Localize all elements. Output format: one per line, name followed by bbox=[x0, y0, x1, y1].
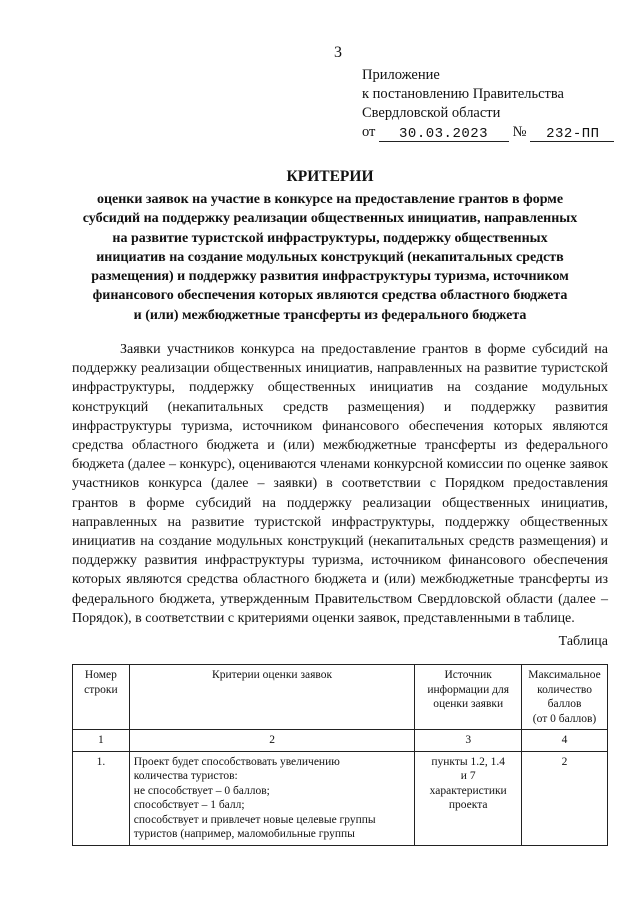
subtitle-line: субсидий на поддержку реализации общественных инициатив, направленных bbox=[82, 211, 578, 227]
criteria-line: способствует – 1 балл; bbox=[133, 799, 245, 811]
header-text: количество bbox=[537, 683, 592, 696]
appendix-line-1: Приложение bbox=[362, 67, 440, 83]
table-numbering-row bbox=[73, 730, 608, 752]
body-paragraph: Заявки участников конкурса на предоставление грантов в форме субсидий на поддержку реализации общественных инициатив, направленных на развитие туристской инфраструктуры, поддержку общественных инициатив на создание модульных конструкций (некапитальных средств размещения) и поддержку развития инфраструктуры туризма, источником финансового обеспечения которых являются средства областного бюджета и (или) межбюджетные трансферты из федерального бюджета (далее – конкурс), оцениваются членами конкурсной комиссии по оценке заявок участников конкурса (далее – заявки) в соответствии с Порядком предоставления грантов в форме субсидий на поддержку реализации общественных инициатив, направленных на развитие туристской инфраструктуры, поддержку общественных инициатив на создание модульных конструкций (некапитальных средств размещения) и поддержку развития инфраструктуры туризма, источником финансового обеспечения которых являются средства областного бюджета и (или) межбюджетные трансферты из федерального бюджета, утвержденным Правительством Свердловской области (далее – Порядок), в соответствии с критериями оценки заявок, представленными в таблице. bbox=[72, 342, 608, 626]
numbering-cell: 3 bbox=[415, 730, 522, 752]
date-value: 30.03.2023 bbox=[399, 126, 489, 142]
table-label: Таблица bbox=[558, 634, 608, 649]
subtitle-line: на развитие туристской инфраструктуры, поддержку общественных bbox=[112, 230, 548, 246]
from-label: от bbox=[362, 124, 376, 140]
criteria-table bbox=[72, 664, 608, 846]
source-line: пункты 1.2, 1.4 bbox=[431, 755, 505, 768]
header-text: Источник bbox=[444, 669, 492, 681]
number-field bbox=[530, 124, 614, 142]
subtitle-line: финансового обеспечения которых являются средства областного бюджета bbox=[92, 288, 568, 304]
source-line: и 7 bbox=[460, 770, 476, 782]
header-criteria: Критерии оценки заявок bbox=[129, 665, 415, 730]
header-text: Максимальное bbox=[528, 669, 601, 681]
numbering-cell: 2 bbox=[129, 730, 415, 752]
header-text: строки bbox=[84, 683, 118, 696]
document-title: КРИТЕРИИ bbox=[286, 168, 374, 185]
header-text: информации для bbox=[427, 683, 509, 696]
date-field bbox=[379, 124, 509, 142]
numbering-cell: 1 bbox=[73, 730, 130, 752]
source-line: проекта bbox=[448, 799, 488, 811]
criteria-line: способствует и привлечет новые целевые группы bbox=[133, 813, 376, 826]
appendix-date-line bbox=[362, 123, 614, 142]
page-number: 3 bbox=[334, 44, 342, 61]
criteria-line: Проект будет способствовать увеличению bbox=[133, 755, 340, 768]
subtitle-line: и (или) межбюджетные трансферты из федерального бюджета bbox=[133, 307, 527, 323]
appendix-line-3: Свердловской области bbox=[362, 105, 501, 121]
row-number: 1. bbox=[73, 751, 130, 845]
subtitle-line: оценки заявок на участие в конкурсе на предоставление грантов в форме bbox=[96, 192, 564, 207]
header-row-number bbox=[73, 665, 130, 730]
header-source bbox=[415, 665, 522, 730]
criteria-line: количества туристов: bbox=[133, 770, 238, 782]
criteria-line: туристов (например, маломобильные группы bbox=[133, 828, 355, 840]
subtitle-line: размещения) и поддержку развития инфраструктуры туризма, источником bbox=[91, 269, 569, 285]
row-source bbox=[415, 751, 522, 845]
header-text: оценки заявки bbox=[433, 698, 504, 710]
header-text: Номер bbox=[84, 669, 117, 681]
criteria-line: не способствует – 0 баллов; bbox=[133, 784, 270, 797]
appendix-header bbox=[362, 66, 614, 142]
numbering-cell: 4 bbox=[522, 730, 608, 752]
row-criteria bbox=[129, 751, 415, 845]
table-header-row bbox=[73, 665, 608, 730]
header-text: баллов bbox=[547, 698, 582, 710]
source-line: характеристики bbox=[429, 784, 507, 797]
appendix-line-2: к постановлению Правительства bbox=[362, 86, 564, 102]
document-subtitle bbox=[60, 190, 600, 325]
header-max-score bbox=[522, 665, 608, 730]
header-text: (от 0 баллов) bbox=[532, 712, 597, 725]
number-value: 232-ПП bbox=[546, 126, 600, 142]
table-row bbox=[73, 751, 608, 845]
row-max-score: 2 bbox=[522, 751, 608, 845]
subtitle-line: инициатив на создание модульных конструкций (некапитальных средств bbox=[96, 249, 564, 265]
number-label: № bbox=[512, 124, 527, 140]
